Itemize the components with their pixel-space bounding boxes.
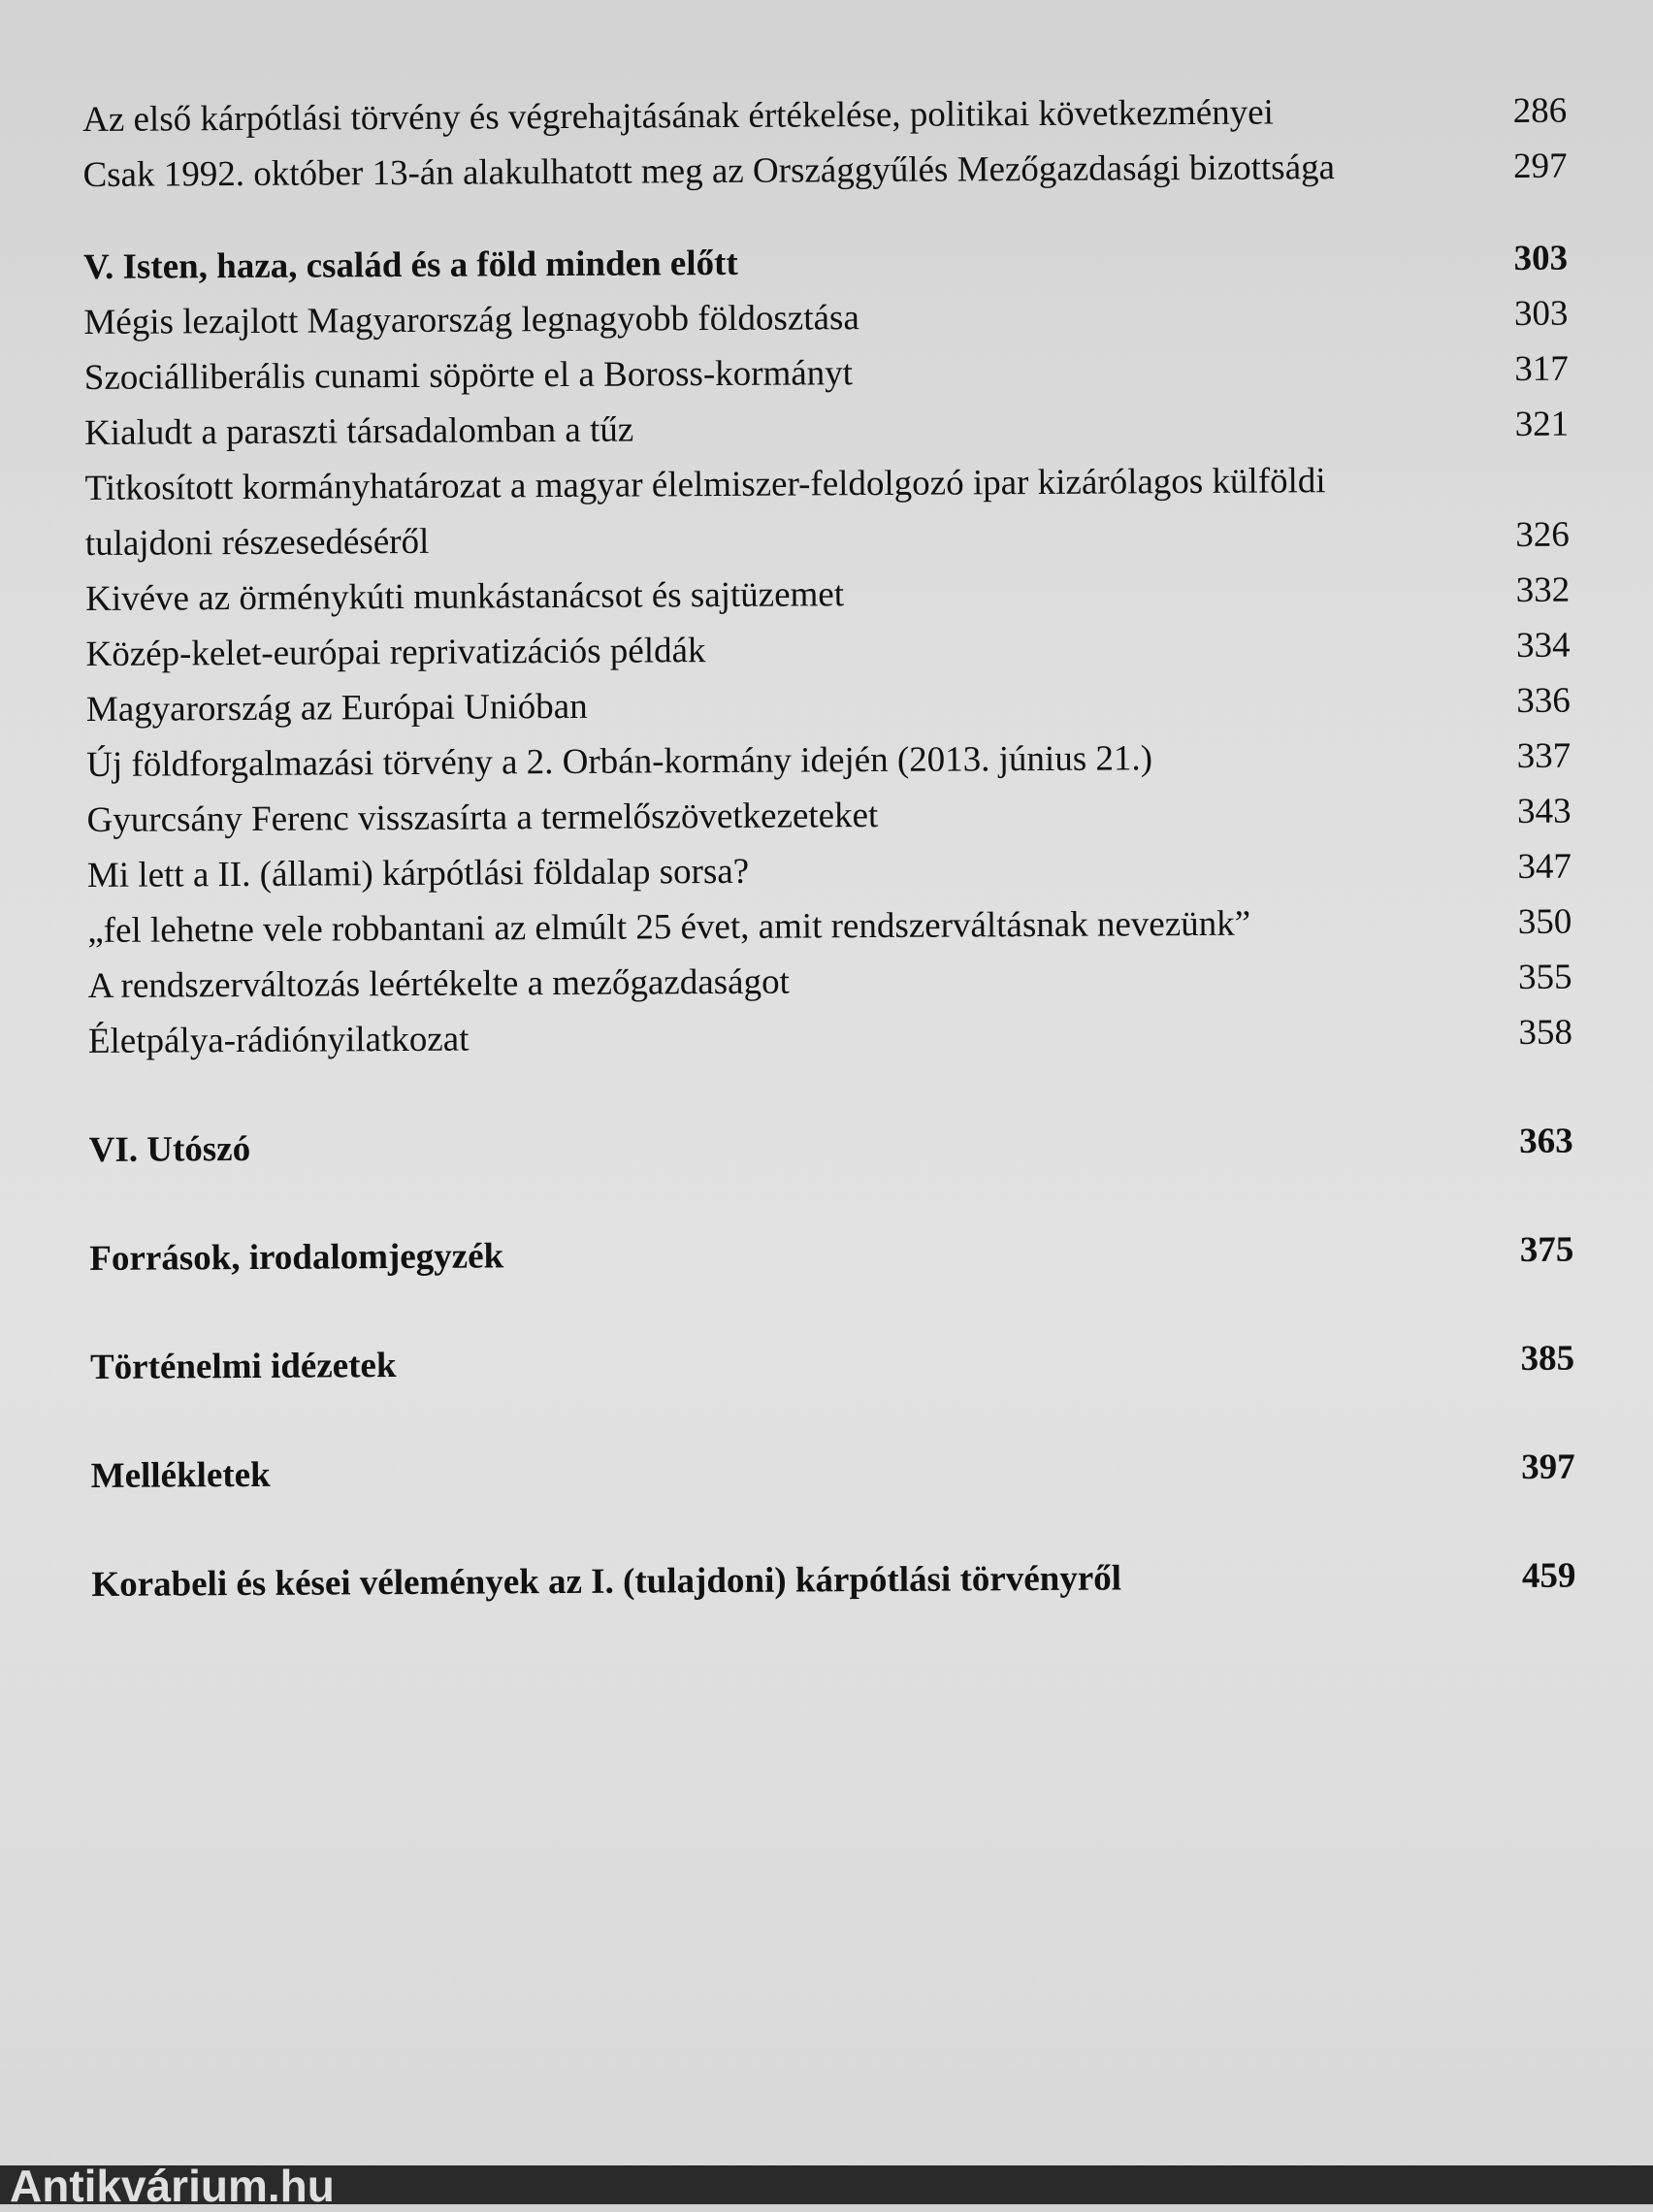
toc-opinions [91, 1548, 1575, 1612]
toc-appendix [91, 1440, 1575, 1504]
toc-entry-title: Új földforgalmazási törvény a 2. Orbán-kormány idején (2013. június 21.) [86, 738, 1153, 785]
toc-entry-title: Magyarország az Európai Unióban [85, 686, 588, 730]
toc-entry-page: 297 [1512, 146, 1568, 186]
toc-entry-page: 343 [1516, 791, 1572, 831]
toc-entry-title: „fel lehetne vele robbantani az elmúlt 25 évet, amit rendszerváltásnak nevezünk” [87, 903, 1251, 951]
toc-entry [85, 563, 1570, 627]
toc-entry-title: Mégis lezajlott Magyarország legnagyobb földosztása [83, 298, 859, 342]
toc-entry-page: 334 [1515, 625, 1571, 666]
toc-entry-title: Mi lett a II. (állami) kárpótlási földalap sorsa? [86, 851, 750, 895]
toc-entry-title: Gyurcsány Ferenc visszasírta a termelőszövetkezeteket [86, 796, 879, 840]
toc-entry-title: A rendszerváltozás leértékelte a mezőgazdaságot [87, 961, 790, 1006]
chapter-page: 363 [1519, 1121, 1573, 1161]
toc-entry-page: 336 [1516, 680, 1571, 721]
toc-entry-title: Életpálya-rádiónyilatkozat [87, 1019, 470, 1061]
toc-entry-page: 326 [1515, 514, 1570, 555]
chapter-title: Korabeli és kései vélemények az I. (tulajdoni) kárpótlási törvényről [91, 1558, 1122, 1605]
toc-sources [89, 1222, 1573, 1286]
toc-entry [82, 139, 1567, 203]
chapter-page: 375 [1519, 1229, 1574, 1270]
toc-entry [87, 895, 1572, 959]
chapter-title: VI. Utószó [88, 1128, 251, 1170]
toc-entry-title: Szociálliberális cunami söpörte el a Boross-kormányt [83, 353, 854, 398]
chapter-title: Történelmi idézetek [89, 1346, 397, 1387]
toc-entry-title: Az első kárpótlási törvény és végrehajtásának értékelése, politikai következményei [82, 92, 1275, 140]
toc-quotes [90, 1331, 1574, 1395]
toc-chapter-6 [88, 1114, 1572, 1178]
table-of-contents [82, 83, 1576, 1612]
toc-entry-title: Titkosított kormányhatározat a magyar élelmiszer-feldolgozó ipar kizárólagos külföldi tulajdoni részesedéséről [84, 461, 1326, 564]
toc-entry-title: Kialudt a paraszti társadalomban a tűz [84, 409, 634, 453]
toc-entry-title: Kivéve az örménykúti munkástanácsot és sajtüzemet [85, 574, 845, 619]
toc-entry [82, 83, 1567, 147]
toc-entry-page: 337 [1516, 735, 1572, 776]
toc-entry [86, 673, 1571, 737]
chapter-title: V. Isten, haza, család és a föld minden előtt [82, 243, 738, 287]
toc-chapter-5 [83, 231, 1568, 295]
chapter-page: 385 [1520, 1338, 1575, 1379]
toc-entry-page: 358 [1518, 1012, 1573, 1053]
toc-entry-page: 303 [1513, 293, 1569, 334]
toc-entry-page: 332 [1515, 569, 1571, 610]
chapter-title: Források, irodalomjegyzék [89, 1236, 504, 1279]
toc-entry [85, 618, 1570, 682]
toc-entry [84, 452, 1570, 571]
toc-entry [86, 729, 1571, 793]
toc-entry-page: 350 [1517, 901, 1572, 942]
toc-entry [87, 950, 1572, 1014]
toc-entry-title: Közép-kelet-európai reprivatizációs példák [85, 631, 706, 674]
toc-entry [87, 839, 1572, 903]
toc-entry-title: Csak 1992. október 13-án alakulhatott meg az Országgyűlés Mezőgazdasági bizottsága [82, 147, 1336, 195]
chapter-title: Mellékletek [90, 1454, 271, 1496]
chapter-page: 397 [1521, 1447, 1575, 1487]
toc-entry-page: 355 [1517, 957, 1572, 997]
bottom-edge-band [0, 2161, 1653, 2211]
toc-entry-page: 317 [1514, 348, 1569, 389]
toc-entry [84, 342, 1569, 406]
toc-entry-page: 321 [1514, 404, 1570, 444]
chapter-page: 303 [1513, 238, 1569, 278]
toc-entry [84, 397, 1569, 461]
chapter-page: 459 [1521, 1555, 1576, 1596]
toc-entry-page: 286 [1512, 90, 1568, 131]
watermark: Antikvárium.hu [10, 2161, 335, 2211]
toc-entry [88, 1005, 1572, 1069]
toc-entry [83, 286, 1568, 350]
toc-entry-page: 347 [1517, 846, 1572, 887]
toc-entry [86, 784, 1571, 848]
